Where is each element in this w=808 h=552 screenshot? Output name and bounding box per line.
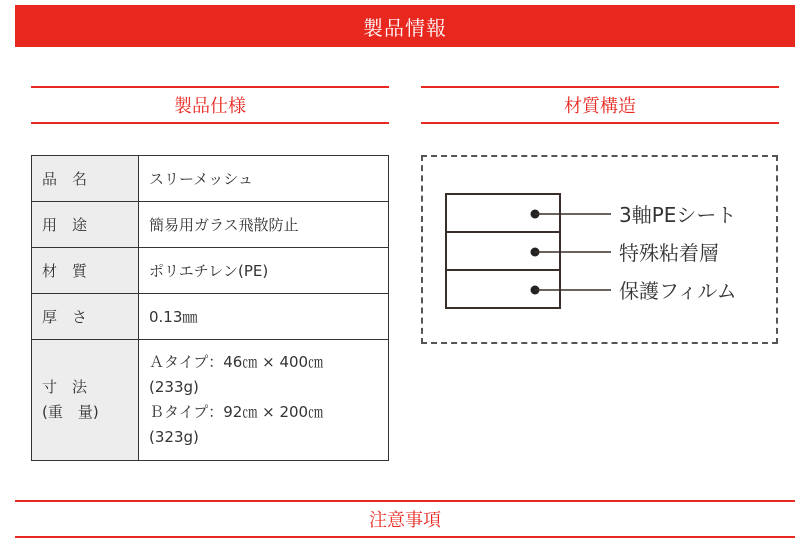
product-info-banner (15, 5, 795, 47)
spec-key-name: 品 名 (32, 156, 139, 202)
size-type-a: Ａタイプ：46㎝ × 400㎝ (149, 353, 324, 371)
table-row (32, 202, 389, 248)
spec-key-thickness: 厚 さ (32, 294, 139, 340)
spec-value-material: ポリエチレン(PE) (139, 248, 389, 294)
layer-label-adhesive: 特殊粘着層 (619, 241, 719, 265)
spec-key-material: 材 質 (32, 248, 139, 294)
spec-key-weight-label: (重 量) (42, 403, 99, 421)
spec-key-size (32, 340, 139, 461)
table-row (32, 156, 389, 202)
layer-stack-outline (446, 194, 560, 308)
size-type-b: Ｂタイプ：92㎝ × 200㎝ (149, 403, 324, 421)
spec-value-name: スリーメッシュ (139, 156, 389, 202)
weight-type-a: (233g) (149, 378, 199, 396)
spec-value-size (139, 340, 389, 461)
spec-heading-text: 製品仕様 (174, 96, 246, 117)
spec-table (31, 155, 389, 461)
caution-heading-text: 注意事項 (369, 510, 441, 531)
material-heading-text: 材質構造 (564, 96, 636, 117)
spec-value-thickness: 0.13㎜ (139, 294, 389, 340)
material-section-heading (421, 86, 779, 124)
layer-label-pe-sheet: 3軸PEシート (619, 203, 737, 227)
spec-key-size-label: 寸 法 (42, 378, 88, 396)
table-row (32, 340, 389, 461)
layer-label-protective-film: 保護フィルム (619, 279, 737, 303)
spec-section-heading (31, 86, 389, 124)
spec-key-use: 用 途 (32, 202, 139, 248)
weight-type-b: (323g) (149, 428, 199, 446)
caution-section-heading (15, 500, 795, 538)
spec-value-use: 簡易用ガラス飛散防止 (139, 202, 389, 248)
material-structure-diagram (421, 155, 778, 344)
layer-diagram-svg (423, 157, 776, 342)
table-row (32, 248, 389, 294)
table-row (32, 294, 389, 340)
banner-title: 製品情報 (363, 15, 447, 40)
